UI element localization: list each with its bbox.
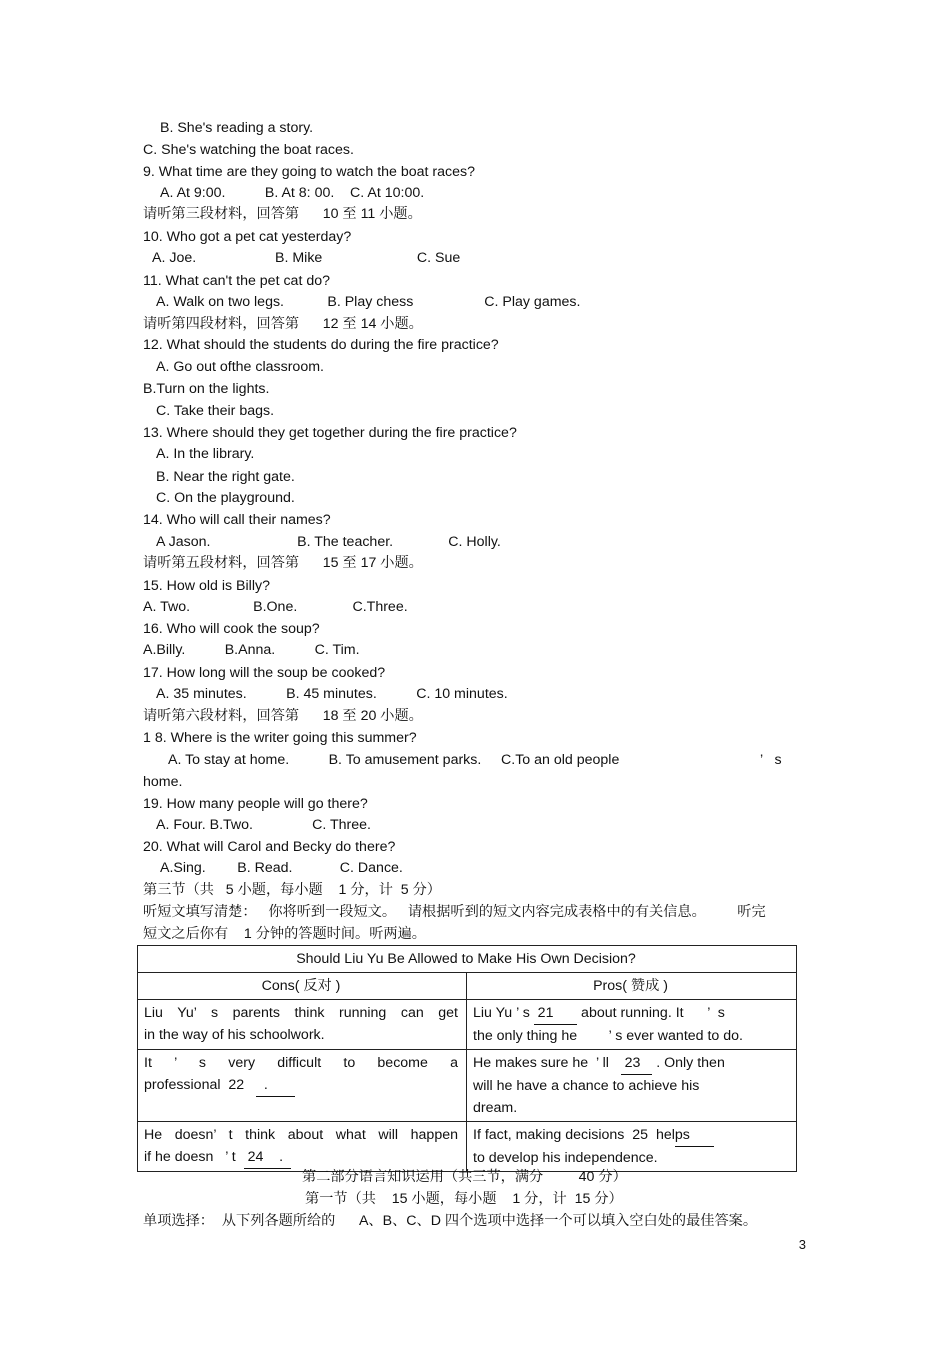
- table-cell: [467, 1050, 797, 1122]
- section-instruction: 请听第六段材料，回答第 18 至 20 小题。: [143, 708, 423, 724]
- blank-24[interactable]: 24 .: [244, 1146, 291, 1169]
- cell-text: He makes sure he ’ ll: [473, 1055, 621, 1071]
- option-line: A. Two. B.One. C.Three.: [143, 599, 408, 615]
- blank-21[interactable]: 21: [534, 1002, 577, 1025]
- cell-text: professional 22: [144, 1077, 256, 1093]
- question-line: 9. What time are they going to watch the boat races?: [143, 164, 476, 180]
- section-instruction: 请听第四段材料，回答第 12 至 14 小题。: [143, 316, 423, 332]
- cons-header: Cons( 反对 ): [138, 973, 467, 1000]
- option-line: A Jason. B. The teacher. C. Holly.: [156, 534, 501, 550]
- cell-text: if he doesn ’ t: [144, 1149, 244, 1165]
- option-line: C. On the playground.: [156, 490, 295, 506]
- option-line: A. Joe. B. Mike C. Sue: [152, 250, 461, 266]
- option-line: home.: [143, 774, 183, 790]
- cell-text: Liu Yu ’ s: [473, 1005, 534, 1021]
- option-line: B. She's reading a story.: [160, 120, 314, 136]
- option-line: A. Four. B.Two. C. Three.: [156, 817, 371, 833]
- cell-text: will he have a chance to achieve his: [473, 1078, 700, 1094]
- part-heading: 第二部分语言知识运用（共三节，满分 40 分）: [302, 1169, 627, 1185]
- cell-text: about running. It ’ s: [577, 1005, 725, 1021]
- cell-text: in the way of his schoolwork.: [144, 1027, 325, 1043]
- cell-text: to develop his independence.: [473, 1150, 658, 1166]
- table-cell: [138, 1000, 467, 1050]
- option-line: C. She's watching the boat races.: [143, 142, 354, 158]
- option-line: B. Near the right gate.: [156, 469, 295, 485]
- section-instruction: 听短文填写清楚： 你将听到一段短文。 请根据听到的短文内容完成表格中的有关信息。 听完: [143, 904, 766, 920]
- section-heading: 第一节（共 15 小题，每小题 1 分，计 15 分）: [305, 1191, 623, 1207]
- cell-text: He doesn’ t think about what will happen: [144, 1127, 458, 1143]
- section-instruction: 请听第三段材料，回答第 10 至 11 小题。: [143, 206, 422, 222]
- option-line: A. 35 minutes. B. 45 minutes. C. 10 minutes.: [156, 686, 508, 702]
- question-line: 17. How long will the soup be cooked?: [143, 665, 386, 681]
- question-line: 1 8. Where is the writer going this summer?: [143, 730, 417, 746]
- option-line: A. To stay at home. B. To amusement parks. C.To an old people: [168, 752, 620, 768]
- pros-header: Pros( 赞成 ): [467, 973, 797, 1000]
- table-cell: [138, 1050, 467, 1122]
- table-cell: [138, 1122, 467, 1172]
- section-instruction: 短文之后你有 1 分钟的答题时间。听两遍。: [143, 926, 426, 942]
- decision-table: [137, 945, 797, 1172]
- option-line: A.Billy. B.Anna. C. Tim.: [143, 642, 360, 658]
- question-line: 15. How old is Billy?: [143, 578, 270, 594]
- cell-text: If fact, making decisions 25 hel: [473, 1127, 675, 1143]
- page-number: 3: [798, 1237, 806, 1252]
- question-line: 20. What will Carol and Becky do there?: [143, 839, 396, 855]
- cell-text: dream.: [473, 1100, 518, 1116]
- blank-23[interactable]: 23: [621, 1052, 653, 1075]
- option-line: A.Sing. B. Read. C. Dance.: [160, 860, 403, 876]
- section-heading: 第三节（共 5 小题，每小题 1 分，计 5 分）: [143, 882, 441, 898]
- question-line: 11. What can't the pet cat do?: [143, 273, 330, 289]
- table-cell: [467, 1000, 797, 1050]
- option-line: A. At 9:00. B. At 8: 00. C. At 10:00.: [160, 185, 425, 201]
- option-line: B.Turn on the lights.: [143, 381, 270, 397]
- table-cell: [467, 1122, 797, 1172]
- cell-text: It ’ s very difficult to become a: [144, 1055, 458, 1071]
- option-line: A. Go out ofthe classroom.: [156, 359, 324, 375]
- option-line: A. Walk on two legs. B. Play chess C. Play games.: [156, 294, 581, 310]
- blank-25[interactable]: ps: [675, 1124, 714, 1147]
- section-instruction: 请听第五段材料，回答第 15 至 17 小题。: [143, 555, 423, 571]
- cell-text: the only thing he ’ s ever wanted to do.: [473, 1028, 743, 1044]
- question-line: 13. Where should they get together during the fire practice?: [143, 425, 517, 441]
- question-line: 10. Who got a pet cat yesterday?: [143, 229, 352, 245]
- question-line: 14. Who will call their names?: [143, 512, 331, 528]
- question-line: 12. What should the students do during the fire practice?: [143, 337, 499, 353]
- cell-text: . Only then: [652, 1055, 725, 1071]
- question-line: 19. How many people will go there?: [143, 796, 368, 812]
- blank-22[interactable]: .: [256, 1074, 295, 1097]
- option-line-tail: ’ s: [760, 752, 782, 768]
- option-line: A. In the library.: [156, 446, 255, 462]
- question-line: 16. Who will cook the soup?: [143, 621, 320, 637]
- table-title: Should Liu Yu Be Allowed to Make His Own Decision?: [138, 946, 797, 973]
- section-instruction: 单项选择： 从下列各题所给的 A、B、C、D 四个选项中选择一个可以填入空白处的最佳答案。: [143, 1213, 758, 1229]
- cell-text: Liu Yu’ s parents think running can get: [144, 1005, 458, 1021]
- option-line: C. Take their bags.: [156, 403, 275, 419]
